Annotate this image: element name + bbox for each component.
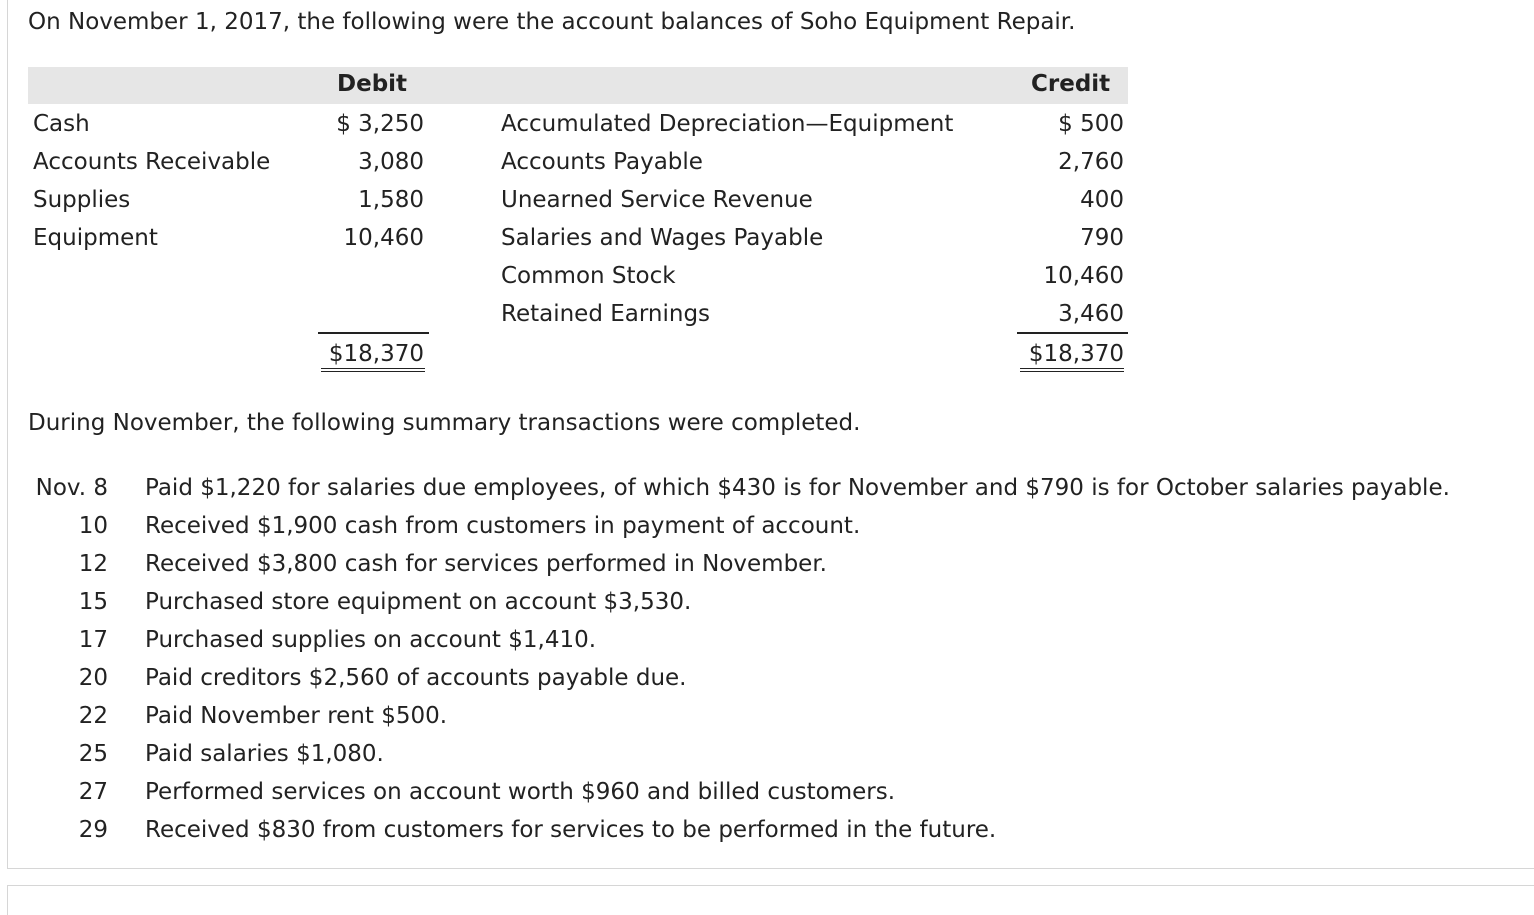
debit-account-name: Accounts Receivable bbox=[33, 149, 271, 175]
transaction-text: Paid salaries $1,080. bbox=[145, 741, 384, 767]
transaction-text: Paid creditors $2,560 of accounts payable due. bbox=[145, 665, 687, 691]
credit-account-name: Salaries and Wages Payable bbox=[501, 225, 824, 251]
debit-account-amount: $ 3,250 bbox=[336, 111, 424, 137]
credit-account-amount: 2,760 bbox=[1058, 149, 1124, 175]
transaction-date: 20 bbox=[78, 665, 108, 691]
transaction-text: Purchased store equipment on account $3,530. bbox=[145, 589, 692, 615]
debit-sum-rule bbox=[318, 332, 429, 334]
credit-account-name: Accounts Payable bbox=[501, 149, 703, 175]
credit-account-name: Unearned Service Revenue bbox=[501, 187, 813, 213]
transaction-date: 12 bbox=[78, 551, 108, 577]
transaction-text: Received $1,900 cash from customers in payment of account. bbox=[145, 513, 861, 539]
debit-account-name: Equipment bbox=[33, 225, 158, 251]
transaction-text: Paid November rent $500. bbox=[145, 703, 448, 729]
transaction-date: 15 bbox=[78, 589, 108, 615]
debit-account-amount: 1,580 bbox=[358, 187, 424, 213]
debit-account-amount: 3,080 bbox=[358, 149, 424, 175]
credit-total-double-underline bbox=[1020, 368, 1124, 372]
transaction-text: Paid $1,220 for salaries due employees, of which $430 is for November and $790 is for October salaries payable. bbox=[145, 475, 1450, 501]
credit-account-name: Retained Earnings bbox=[501, 301, 711, 327]
transaction-date: 22 bbox=[78, 703, 108, 729]
transaction-date: 10 bbox=[78, 513, 108, 539]
credit-account-name: Accumulated Depreciation—Equipment bbox=[501, 111, 954, 137]
debit-header: Debit bbox=[337, 71, 408, 97]
debit-account-name: Supplies bbox=[33, 187, 131, 213]
credit-account-amount: 10,460 bbox=[1043, 263, 1124, 289]
transaction-text: Purchased supplies on account $1,410. bbox=[145, 627, 597, 653]
transaction-text: Received $830 from customers for services to be performed in the future. bbox=[145, 817, 997, 843]
debit-account-name: Cash bbox=[33, 111, 90, 137]
next-card bbox=[7, 885, 1534, 915]
credit-header: Credit bbox=[1031, 71, 1111, 97]
credit-account-amount: 790 bbox=[1080, 225, 1124, 251]
transaction-date: 25 bbox=[78, 741, 108, 767]
table-header-band bbox=[28, 67, 1128, 104]
during-text: During November, the following summary transactions were completed. bbox=[28, 410, 861, 436]
transaction-date: 27 bbox=[78, 779, 108, 805]
transaction-date: 17 bbox=[78, 627, 108, 653]
transaction-text: Received $3,800 cash for services performed in November. bbox=[145, 551, 827, 577]
credit-account-amount: 3,460 bbox=[1058, 301, 1124, 327]
credit-sum-rule bbox=[1017, 332, 1128, 334]
transaction-date: Nov. 8 bbox=[35, 475, 108, 501]
debit-total: $18,370 bbox=[328, 341, 424, 367]
debit-total-double-underline bbox=[321, 368, 425, 372]
credit-total: $18,370 bbox=[1028, 341, 1124, 367]
transaction-text: Performed services on account worth $960 and billed customers. bbox=[145, 779, 896, 805]
credit-account-amount: $ 500 bbox=[1058, 111, 1124, 137]
credit-account-amount: 400 bbox=[1080, 187, 1124, 213]
transaction-date: 29 bbox=[78, 817, 108, 843]
credit-account-name: Common Stock bbox=[501, 263, 676, 289]
debit-account-amount: 10,460 bbox=[343, 225, 424, 251]
intro-text: On November 1, 2017, the following were the account balances of Soho Equipment Repair. bbox=[28, 9, 1076, 35]
